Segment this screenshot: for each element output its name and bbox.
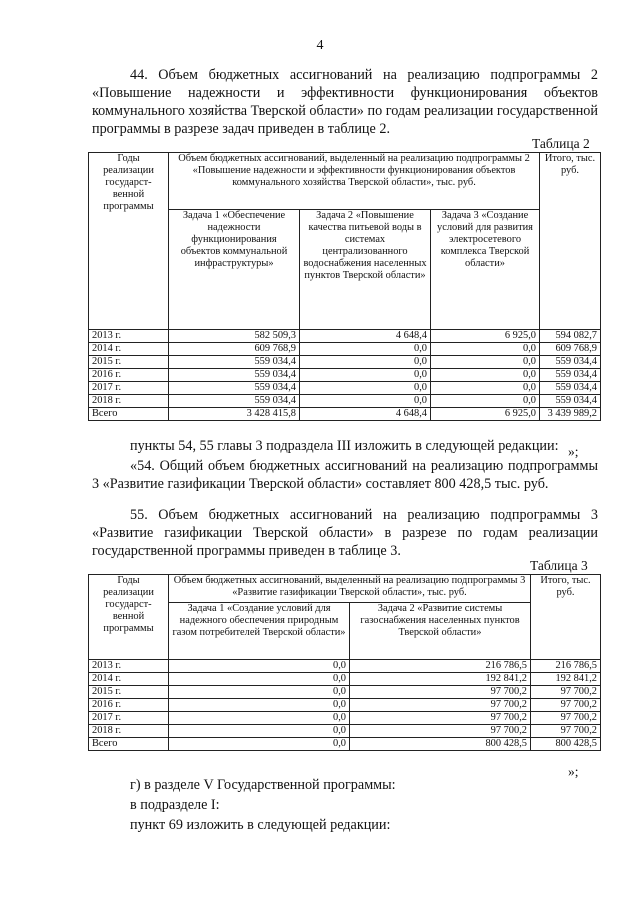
- table-2: [88, 152, 601, 421]
- table2-caption: Таблица 2: [532, 136, 590, 151]
- table2-header-main: Объем бюджетных ассигнований, выделенный на реализацию подпрограммы 2 «Повышение надежности и эффективности функционирования объектов коммунального хозяйства Тверской области», тыс. руб.: [169, 153, 540, 210]
- table3-cell-t2: 97 700,2: [350, 712, 531, 725]
- table3-row: [89, 660, 601, 673]
- table2-cell-t2: 0,0: [300, 356, 431, 369]
- table2-header-task3: Задача 3 «Создание условий для развития электросетевого комплекса Тверской области»: [431, 209, 540, 330]
- table2-header-years: Годы реализации государст-венной программы: [89, 153, 169, 330]
- line-point-69: пункт 69 изложить в следующей редакции:: [130, 817, 391, 833]
- line-points: пункты 54, 55 главы 3 подраздела III изложить в следующей редакции:: [130, 438, 559, 454]
- table2-header-total: Итого, тыс. руб.: [540, 153, 601, 330]
- table2-row: [89, 395, 601, 408]
- table3-caption: Таблица 3: [530, 558, 588, 573]
- table3-header-total: Итого, тыс. руб.: [531, 575, 601, 660]
- table3-cell-t1: 0,0: [169, 686, 350, 699]
- table2-row: [89, 408, 601, 421]
- table3-cell-year: 2014 г.: [89, 673, 169, 686]
- table3-row: [89, 699, 601, 712]
- table2-cell-t3: 0,0: [431, 356, 540, 369]
- table-3: [88, 574, 601, 751]
- table2-cell-t2: 0,0: [300, 369, 431, 382]
- table3-cell-year: 2018 г.: [89, 725, 169, 738]
- table3-header-task1: Задача 1 «Создание условий для надежного обеспечения природным газом потребителей Тверской области»: [169, 602, 350, 659]
- table2-cell-total: 609 768,9: [540, 343, 601, 356]
- table2-row: [89, 330, 601, 343]
- table2-cell-year: 2018 г.: [89, 395, 169, 408]
- table3-row: [89, 712, 601, 725]
- line-subsection-i: в подразделе I:: [130, 797, 220, 813]
- table2-cell-t2: 0,0: [300, 343, 431, 356]
- table2-cell-year: 2013 г.: [89, 330, 169, 343]
- table2-cell-t1: 559 034,4: [169, 395, 300, 408]
- table2-cell-year: Всего: [89, 408, 169, 421]
- table2-cell-total: 559 034,4: [540, 382, 601, 395]
- table2-cell-t3: 6 925,0: [431, 330, 540, 343]
- paragraph-55: 55. Объем бюджетных ассигнований на реализацию подпрограммы 3 «Развитие газификации Тверской области» в разрезе по годам реализации государственной программы приведен в таблице 3.: [92, 507, 598, 559]
- table2-cell-total: 559 034,4: [540, 369, 601, 382]
- table3-row: [89, 673, 601, 686]
- table2-cell-t1: 559 034,4: [169, 356, 300, 369]
- page-number: 4: [316, 38, 324, 53]
- table3-row: [89, 686, 601, 699]
- table3-header-main: Объем бюджетных ассигнований, выделенный на реализацию подпрограммы 3 «Развитие газификации Тверской области», тыс. руб.: [169, 575, 531, 603]
- table2-cell-t2: 4 648,4: [300, 408, 431, 421]
- table2-cell-t2: 0,0: [300, 382, 431, 395]
- table3-cell-t2: 97 700,2: [350, 699, 531, 712]
- table3-cell-t1: 0,0: [169, 699, 350, 712]
- line-section-v: г) в разделе V Государственной программы:: [130, 777, 396, 793]
- table2-cell-t1: 559 034,4: [169, 369, 300, 382]
- paragraph-54: «54. Общий объем бюджетных ассигнований на реализацию подпрограммы 3 «Развитие газификации Тверской области» составляет 800 428,5 тыс. руб.: [92, 458, 598, 492]
- table3-cell-total: 216 786,5: [531, 660, 601, 673]
- table2-row: [89, 356, 601, 369]
- table3-cell-total: 97 700,2: [531, 686, 601, 699]
- table2-cell-total: 594 082,7: [540, 330, 601, 343]
- table3-cell-year: 2017 г.: [89, 712, 169, 725]
- table3-cell-t2: 97 700,2: [350, 725, 531, 738]
- table2-row: [89, 369, 601, 382]
- table2-cell-total: 559 034,4: [540, 356, 601, 369]
- table2-cell-t2: 4 648,4: [300, 330, 431, 343]
- table2-header-task2: Задача 2 «Повышение качества питьевой воды в системах централизованного водоснабжения населенных пунктов Тверской области»: [300, 209, 431, 330]
- table3-cell-total: 192 841,2: [531, 673, 601, 686]
- table2-row: [89, 382, 601, 395]
- table2-cell-t3: 0,0: [431, 382, 540, 395]
- table3-cell-total: 97 700,2: [531, 699, 601, 712]
- table3-header-years: Годы реализации государст-венной программы: [89, 575, 169, 660]
- table2-cell-year: 2014 г.: [89, 343, 169, 356]
- close-mark-2: »;: [568, 764, 579, 779]
- table2-cell-t3: 6 925,0: [431, 408, 540, 421]
- table3-cell-t1: 0,0: [169, 712, 350, 725]
- table2-header-task1: Задача 1 «Обеспечение надежности функционирования объектов коммунальной инфраструктуры»: [169, 209, 300, 330]
- table3-cell-t2: 97 700,2: [350, 686, 531, 699]
- table3-cell-t1: 0,0: [169, 660, 350, 673]
- table3-cell-t1: 0,0: [169, 673, 350, 686]
- table2-cell-t2: 0,0: [300, 395, 431, 408]
- table2-cell-t1: 3 428 415,8: [169, 408, 300, 421]
- table2-cell-total: 3 439 989,2: [540, 408, 601, 421]
- table3-row: [89, 738, 601, 751]
- table2-cell-t1: 559 034,4: [169, 382, 300, 395]
- table3-cell-year: 2016 г.: [89, 699, 169, 712]
- table2-row: [89, 343, 601, 356]
- table3-cell-year: Всего: [89, 738, 169, 751]
- table3-cell-year: 2015 г.: [89, 686, 169, 699]
- table2-cell-t3: 0,0: [431, 369, 540, 382]
- table3-cell-t1: 0,0: [169, 725, 350, 738]
- paragraph-44: 44. Объем бюджетных ассигнований на реализацию подпрограммы 2 «Повышение надежности и эффективности функционирования объектов коммунального хозяйства Тверской области» по годам реализации государственной программы в разрезе задач приведен в таблице 2.: [92, 67, 598, 137]
- table3-cell-t2: 216 786,5: [350, 660, 531, 673]
- table3-cell-t2: 800 428,5: [350, 738, 531, 751]
- table3-row: [89, 725, 601, 738]
- table2-cell-year: 2016 г.: [89, 369, 169, 382]
- table3-cell-total: 97 700,2: [531, 712, 601, 725]
- table2-cell-t1: 582 509,3: [169, 330, 300, 343]
- table2-cell-year: 2015 г.: [89, 356, 169, 369]
- table2-cell-t3: 0,0: [431, 395, 540, 408]
- table2-cell-total: 559 034,4: [540, 395, 601, 408]
- table3-cell-year: 2013 г.: [89, 660, 169, 673]
- table3-cell-t1: 0,0: [169, 738, 350, 751]
- table3-header-task2: Задача 2 «Развитие системы газоснабжения населенных пунктов Тверской области»: [350, 602, 531, 659]
- table2-cell-year: 2017 г.: [89, 382, 169, 395]
- table3-cell-t2: 192 841,2: [350, 673, 531, 686]
- table3-cell-total: 800 428,5: [531, 738, 601, 751]
- table3-cell-total: 97 700,2: [531, 725, 601, 738]
- close-mark-1: »;: [568, 444, 579, 459]
- table2-cell-t3: 0,0: [431, 343, 540, 356]
- table2-cell-t1: 609 768,9: [169, 343, 300, 356]
